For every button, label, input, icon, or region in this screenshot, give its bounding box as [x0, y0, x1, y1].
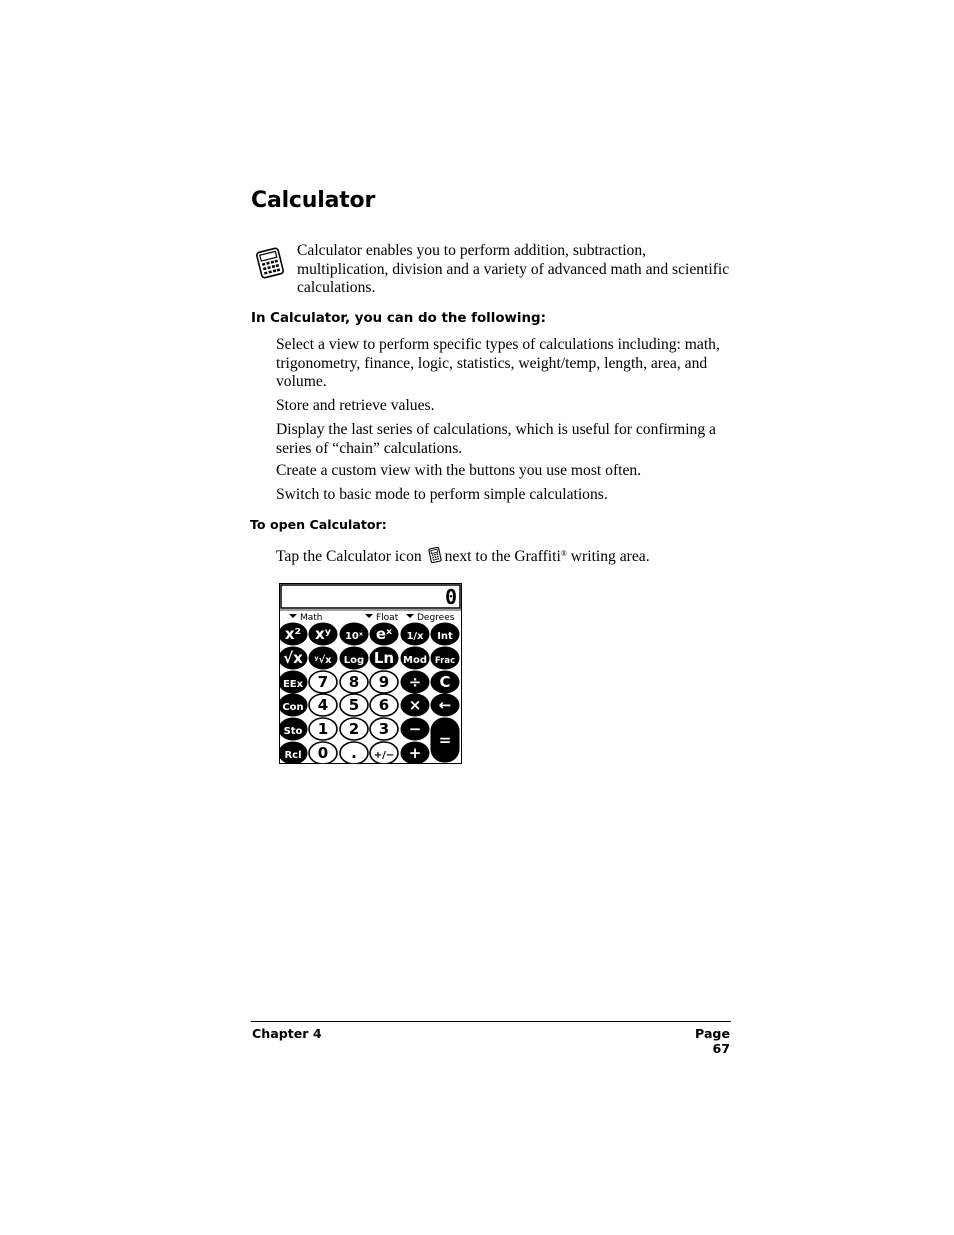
- calc-menu-degrees[interactable]: Degrees: [417, 613, 455, 623]
- svg-text:7: 7: [317, 673, 329, 691]
- calc-key-x[interactable]: [309, 647, 337, 669]
- calc-key-10[interactable]: [340, 623, 368, 645]
- calculator-icon: [428, 547, 442, 563]
- calc-key-symbol[interactable]: [401, 718, 429, 740]
- feature-list: [276, 462, 736, 481]
- calc-key-Mod[interactable]: [401, 647, 429, 669]
- feature-list: [276, 336, 736, 392]
- feature-list: [276, 421, 736, 458]
- calc-key-e[interactable]: [370, 623, 398, 645]
- feature-list: [276, 397, 736, 416]
- svg-text:C: C: [439, 673, 451, 691]
- calc-key-x[interactable]: [309, 623, 337, 645]
- svg-text:Rcl: Rcl: [284, 750, 302, 761]
- svg-text:+/−: +/−: [373, 750, 395, 761]
- list-item: Select a view to perform specific types of calculations including: math, trigonometry, finance, logic, statistics, weight/temp, length, area, and volume.: [276, 336, 720, 391]
- svg-text:Frac: Frac: [434, 656, 456, 666]
- footer-rule: [251, 1021, 731, 1022]
- open-instruction: [276, 545, 650, 567]
- calc-menu-math[interactable]: Math: [300, 613, 323, 623]
- calc-key-symbol[interactable]: [431, 694, 459, 716]
- svg-text:ʸ√x: ʸ√x: [314, 655, 332, 666]
- svg-text:6: 6: [378, 696, 390, 714]
- calc-menu-float[interactable]: Float: [376, 613, 399, 623]
- svg-text:√x: √x: [283, 649, 303, 667]
- calc-key-Con[interactable]: [279, 694, 307, 716]
- step-text-before: Tap the Calculator icon: [276, 548, 422, 565]
- calc-key-5[interactable]: [340, 694, 368, 716]
- step-text-end: writing area.: [566, 548, 650, 565]
- intro-paragraph: Calculator enables you to perform addition, subtraction, multiplication, division and a variety of advanced math and scientific calculations.: [297, 242, 730, 297]
- calc-key-Ln[interactable]: [370, 647, 398, 669]
- svg-text:9: 9: [378, 673, 390, 691]
- svg-text:Int: Int: [437, 631, 453, 642]
- calculator-display: 0: [444, 585, 457, 609]
- section-heading-features: In Calculator, you can do the following:: [251, 311, 546, 326]
- calc-key-9[interactable]: [370, 671, 398, 693]
- calc-key-1x[interactable]: [401, 623, 429, 645]
- svg-text:eˣ: eˣ: [375, 625, 393, 643]
- page-title: Calculator: [251, 188, 376, 213]
- step-text-after: next to the Graffiti: [444, 548, 561, 565]
- svg-text:=: =: [438, 731, 452, 749]
- calc-key-6[interactable]: [370, 694, 398, 716]
- calc-key-Sto[interactable]: [279, 718, 307, 740]
- svg-text:÷: ÷: [408, 673, 422, 691]
- svg-text:.: .: [351, 744, 357, 762]
- calc-key-Rcl[interactable]: [279, 742, 307, 764]
- calc-key-Int[interactable]: [431, 623, 459, 645]
- svg-text:x²: x²: [284, 625, 302, 643]
- calculator-screenshot: [279, 583, 462, 764]
- svg-text:xʸ: xʸ: [315, 625, 331, 643]
- calc-key-symbol[interactable]: [340, 742, 368, 764]
- calc-key-x[interactable]: [279, 647, 307, 669]
- list-item: Switch to basic mode to perform simple calculations.: [276, 486, 608, 503]
- svg-text:EEx: EEx: [282, 679, 304, 690]
- svg-text:8: 8: [348, 673, 360, 691]
- calc-key-Log[interactable]: [340, 647, 368, 669]
- calc-key-0[interactable]: [309, 742, 337, 764]
- calc-key-4[interactable]: [309, 694, 337, 716]
- list-item: Store and retrieve values.: [276, 397, 435, 414]
- calc-key-EEx[interactable]: [279, 671, 307, 693]
- calc-key-symbol[interactable]: [370, 742, 398, 764]
- calc-key-x[interactable]: [279, 623, 307, 645]
- calc-key-Frac[interactable]: [431, 647, 459, 669]
- calc-key-symbol[interactable]: [401, 742, 429, 764]
- calc-key-symbol[interactable]: [401, 694, 429, 716]
- list-item: Display the last series of calculations, which is useful for confirming a series of “chain” calculations.: [276, 421, 716, 457]
- svg-text:5: 5: [348, 696, 360, 714]
- calc-key-2[interactable]: [340, 718, 368, 740]
- calculator-icon: [253, 247, 287, 279]
- svg-text:1: 1: [317, 720, 329, 738]
- calc-key-3[interactable]: [370, 718, 398, 740]
- calc-key-8[interactable]: [340, 671, 368, 693]
- svg-text:10ˣ: 10ˣ: [344, 631, 364, 642]
- svg-text:3: 3: [378, 720, 390, 738]
- svg-text:2: 2: [348, 720, 360, 738]
- calc-key-7[interactable]: [309, 671, 337, 693]
- footer-chapter: Chapter 4: [252, 1026, 322, 1041]
- calc-key-symbol[interactable]: [401, 671, 429, 693]
- list-item: Create a custom view with the buttons you use most often.: [276, 462, 642, 479]
- section-heading-open: To open Calculator:: [250, 517, 387, 532]
- footer-page-number: Page 67: [695, 1026, 730, 1056]
- svg-text:←: ←: [438, 696, 452, 714]
- feature-list: [276, 486, 736, 505]
- svg-text:4: 4: [317, 696, 329, 714]
- svg-text:Sto: Sto: [283, 726, 303, 737]
- calc-key-symbol[interactable]: [431, 718, 459, 762]
- calc-key-C[interactable]: [431, 671, 459, 693]
- svg-text:−: −: [408, 720, 422, 738]
- svg-text:Ln: Ln: [373, 649, 395, 667]
- svg-text:Log: Log: [343, 655, 365, 666]
- registered-mark: ®: [560, 549, 567, 558]
- svg-text:Con: Con: [282, 702, 304, 713]
- calc-key-1[interactable]: [309, 718, 337, 740]
- svg-text:Mod: Mod: [403, 655, 427, 666]
- svg-text:+: +: [408, 744, 422, 762]
- svg-text:0: 0: [317, 744, 329, 762]
- svg-text:1/x: 1/x: [406, 631, 424, 642]
- svg-text:×: ×: [408, 696, 422, 714]
